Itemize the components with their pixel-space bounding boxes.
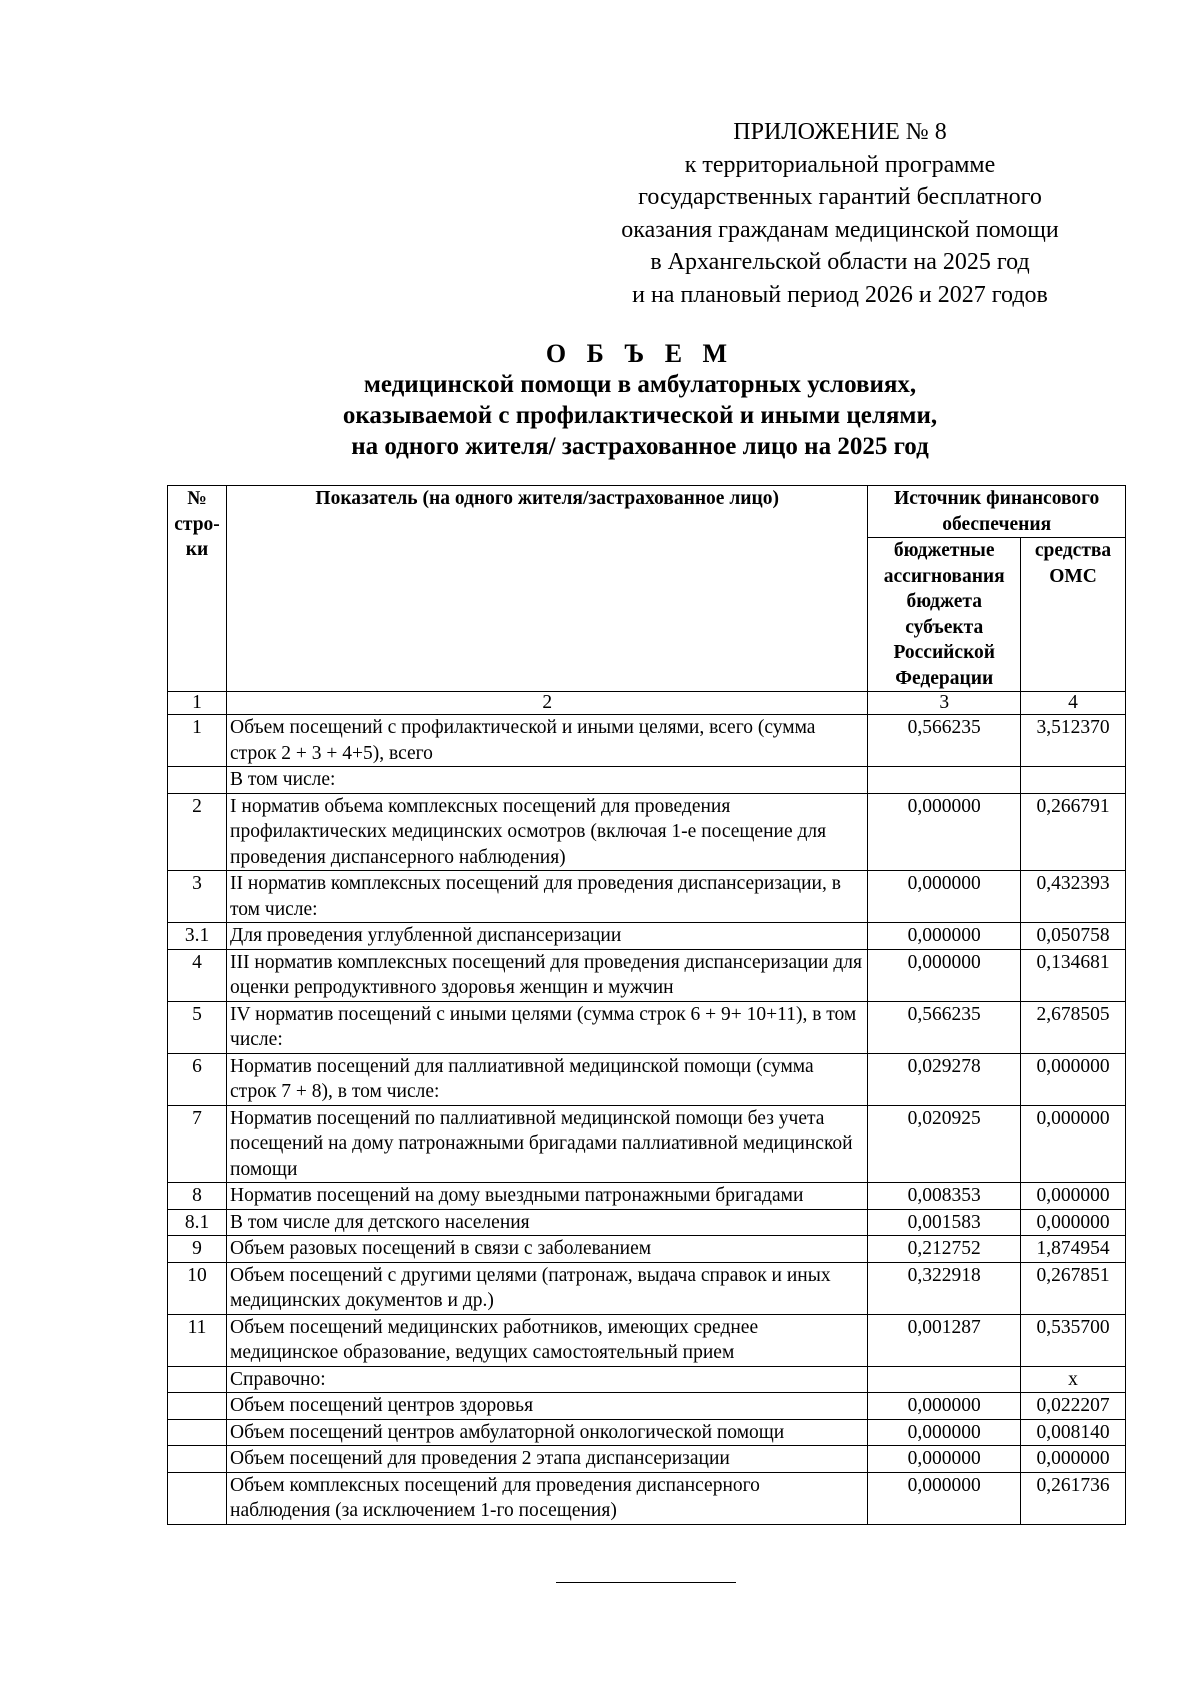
budget-value-cell: 0,000000 [868,923,1021,950]
table-row [168,1366,1126,1393]
table-row [168,1105,1126,1183]
oms-value-cell: 0,000000 [1021,1446,1126,1473]
indicator-cell: Объем разовых посещений в связи с заболеванием [227,1236,868,1263]
indicator-cell: Норматив посещений по паллиативной медицинской помощи без учета посещений на дому патронажными бригадами паллиативной медицинской помощи [227,1105,868,1183]
title-heading: О Б Ъ Е М [545,339,735,368]
table-body [168,486,1126,1525]
table-row [168,923,1126,950]
column-number: 3 [868,692,1021,715]
oms-value-cell: 2,678505 [1021,1001,1126,1053]
appendix-line: и на плановый период 2026 и 2027 годов [632,281,1048,308]
oms-value-cell: 0,432393 [1021,871,1126,923]
title-line: на одного жителя/ застрахованное лицо на 2025 год [351,433,929,460]
column-number: 4 [1021,692,1126,715]
budget-value-cell: 0,008353 [868,1183,1021,1210]
budget-value-cell: 0,000000 [868,949,1021,1001]
table-row [168,1209,1126,1236]
appendix-line: государственных гарантий бесплатного [638,184,1042,210]
table-row [168,1472,1126,1524]
budget-value-cell: 0,000000 [868,1446,1021,1473]
row-number-cell [168,767,227,794]
row-number-cell: 10 [168,1262,227,1314]
appendix-header [560,116,1120,311]
oms-value-cell: 0,008140 [1021,1419,1126,1446]
indicator-cell: Норматив посещений для паллиативной медицинской помощи (сумма строк 7 + 8), в том числе: [227,1053,868,1105]
budget-value-cell: 0,566235 [868,715,1021,767]
header-row-no: № стро-ки [168,486,227,692]
document-title [150,338,1130,462]
table-row [168,793,1126,871]
oms-value-cell: 0,267851 [1021,1262,1126,1314]
oms-value-cell: 1,874954 [1021,1236,1126,1263]
budget-value-cell: 0,000000 [868,1472,1021,1524]
indicator-cell: Объем комплексных посещений для проведения диспансерного наблюдения (за исключением 1-го посещения) [227,1472,868,1524]
appendix-line: в Архангельской области на 2025 год [650,249,1030,275]
indicator-cell: IV норматив посещений с иными целями (сумма строк 6 + 9+ 10+11), в том числе: [227,1001,868,1053]
appendix-line: к территориальной программе [684,151,996,178]
oms-value-cell: 0,535700 [1021,1314,1126,1366]
oms-value-cell: 0,000000 [1021,1183,1126,1210]
oms-value-cell: 0,000000 [1021,1105,1126,1183]
row-number-cell: 6 [168,1053,227,1105]
bottom-separator-line [556,1582,736,1583]
row-number-cell: 4 [168,949,227,1001]
volume-table [167,485,1126,1525]
header-row [168,486,1126,538]
budget-value-cell: 0,001583 [868,1209,1021,1236]
oms-value-cell: 3,512370 [1021,715,1126,767]
title-line: оказываемой с профилактической и иными целями, [342,402,938,429]
row-number-cell [168,1419,227,1446]
row-number-cell: 2 [168,793,227,871]
column-numbers-row [168,692,1126,715]
indicator-cell: Норматив посещений на дому выездными патронажными бригадами [227,1183,868,1210]
row-number-cell [168,1446,227,1473]
row-number-cell [168,1366,227,1393]
indicator-cell: III норматив комплексных посещений для проведения диспансеризации для оценки репродуктивного здоровья женщин и мужчин [227,949,868,1001]
appendix-line: оказания гражданам медицинской помощи [621,216,1059,243]
indicator-cell: Объем посещений для проведения 2 этапа диспансеризации [227,1446,868,1473]
indicator-cell: II норматив комплексных посещений для проведения диспансеризации, в том числе: [227,871,868,923]
table-row [168,871,1126,923]
header-indicator: Показатель (на одного жителя/застрахованное лицо) [227,486,868,692]
indicator-cell: Объем посещений медицинских работников, имеющих среднее медицинское образование, ведущих самостоятельный прием [227,1314,868,1366]
table-row [168,1393,1126,1420]
budget-value-cell: 0,000000 [868,793,1021,871]
table-row [168,767,1126,794]
row-number-cell: 11 [168,1314,227,1366]
column-number: 2 [227,692,868,715]
oms-value-cell: х [1021,1366,1126,1393]
table-row [168,1314,1126,1366]
title-line: медицинской помощи в амбулаторных условиях, [363,371,917,398]
budget-value-cell: 0,212752 [868,1236,1021,1263]
indicator-cell: Объем посещений с профилактической и иными целями, всего (сумма строк 2 + 3 + 4+5), всего [227,715,868,767]
oms-value-cell [1021,767,1126,794]
indicator-cell: В том числе: [227,767,868,794]
row-number-cell [168,1393,227,1420]
table-row [168,949,1126,1001]
row-number-cell: 5 [168,1001,227,1053]
row-number-cell [168,1472,227,1524]
row-number-cell: 3.1 [168,923,227,950]
budget-value-cell [868,1366,1021,1393]
oms-value-cell: 0,261736 [1021,1472,1126,1524]
budget-value-cell: 0,001287 [868,1314,1021,1366]
column-number: 1 [168,692,227,715]
indicator-cell: Для проведения углубленной диспансеризации [227,923,868,950]
budget-value-cell: 0,029278 [868,1053,1021,1105]
table-row [168,1001,1126,1053]
row-number-cell: 8 [168,1183,227,1210]
header-oms: средства ОМС [1021,538,1126,692]
oms-value-cell: 0,000000 [1021,1209,1126,1236]
table-row [168,1183,1126,1210]
table-row [168,1053,1126,1105]
header-source: Источник финансового обеспечения [868,486,1126,538]
budget-value-cell: 0,000000 [868,1393,1021,1420]
table-row [168,1262,1126,1314]
row-number-cell: 1 [168,715,227,767]
row-number-cell: 3 [168,871,227,923]
table-row [168,715,1126,767]
indicator-cell: Объем посещений центров амбулаторной онкологической помощи [227,1419,868,1446]
oms-value-cell: 0,000000 [1021,1053,1126,1105]
row-number-cell: 7 [168,1105,227,1183]
budget-value-cell [868,767,1021,794]
oms-value-cell: 0,266791 [1021,793,1126,871]
table-row [168,1446,1126,1473]
indicator-cell: Справочно: [227,1366,868,1393]
indicator-cell: I норматив объема комплексных посещений для проведения профилактических медицинских осмотров (включая 1-е посещение для проведения диспансерного наблюдения) [227,793,868,871]
oms-value-cell: 0,022207 [1021,1393,1126,1420]
appendix-line: ПРИЛОЖЕНИЕ № 8 [733,119,947,145]
table-row [168,1236,1126,1263]
indicator-cell: Объем посещений центров здоровья [227,1393,868,1420]
oms-value-cell: 0,134681 [1021,949,1126,1001]
table-row [168,1419,1126,1446]
indicator-cell: В том числе для детского населения [227,1209,868,1236]
budget-value-cell: 0,322918 [868,1262,1021,1314]
budget-value-cell: 0,020925 [868,1105,1021,1183]
budget-value-cell: 0,000000 [868,1419,1021,1446]
row-number-cell: 8.1 [168,1209,227,1236]
budget-value-cell: 0,566235 [868,1001,1021,1053]
oms-value-cell: 0,050758 [1021,923,1126,950]
header-budget: бюджетные ассигнования бюджета субъекта Российской Федерации [868,538,1021,692]
row-number-cell: 9 [168,1236,227,1263]
budget-value-cell: 0,000000 [868,871,1021,923]
indicator-cell: Объем посещений с другими целями (патронаж, выдача справок и иных медицинских документов и др.) [227,1262,868,1314]
